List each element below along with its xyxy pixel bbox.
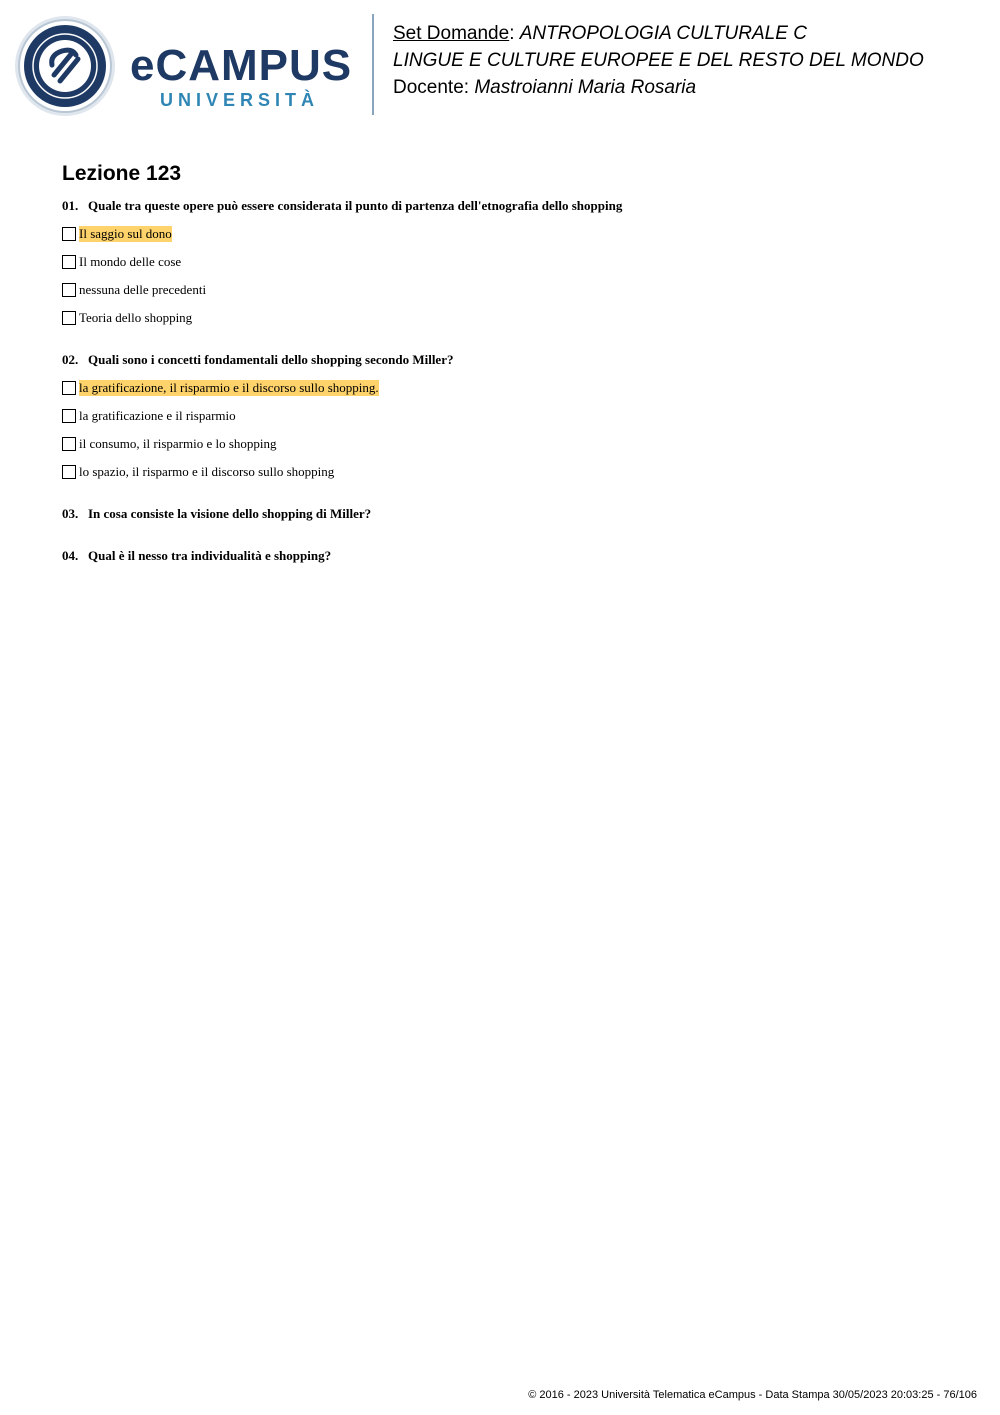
question-text bbox=[62, 198, 962, 214]
question-block bbox=[62, 198, 962, 326]
answer-label: Il mondo delle cose bbox=[79, 254, 182, 269]
question-number: 04. bbox=[62, 548, 79, 563]
question-list bbox=[62, 160, 962, 576]
answer-label: lo spazio, il risparmo e il discorso sullo shopping bbox=[79, 464, 335, 479]
checkbox[interactable] bbox=[62, 311, 76, 325]
question-text bbox=[62, 352, 962, 368]
answer-option[interactable] bbox=[62, 464, 962, 480]
question-body: Qual è il nesso tra individualità e shopping? bbox=[88, 548, 332, 563]
question-number: 02. bbox=[62, 352, 79, 367]
answer-option[interactable] bbox=[62, 282, 962, 298]
question-body: Quali sono i concetti fondamentali dello shopping secondo Miller? bbox=[88, 352, 454, 367]
course-name: LINGUE E CULTURE EUROPEE E DEL RESTO DEL MONDO bbox=[393, 50, 924, 71]
checkbox[interactable] bbox=[62, 227, 76, 241]
checkbox[interactable] bbox=[62, 255, 76, 269]
question-number: 01. bbox=[62, 198, 79, 213]
checkbox[interactable] bbox=[62, 381, 76, 395]
university-seal-logo bbox=[14, 15, 116, 117]
header-info bbox=[393, 20, 924, 101]
answer-label: il consumo, il risparmio e lo shopping bbox=[79, 436, 277, 451]
question-block bbox=[62, 548, 962, 564]
header-divider bbox=[372, 14, 374, 115]
answer-label: la gratificazione, il risparmio e il discorso sullo shopping. bbox=[79, 380, 379, 395]
answer-option[interactable] bbox=[62, 254, 962, 270]
question-body: In cosa consiste la visione dello shopping di Miller? bbox=[88, 506, 372, 521]
answer-label: nessuna delle precedenti bbox=[79, 282, 207, 297]
ecampus-wordmark bbox=[130, 41, 360, 114]
page-footer: © 2016 - 2023 Università Telematica eCampus - Data Stampa 30/05/2023 20:03:25 - 76/106 bbox=[528, 1389, 977, 1401]
answer-label: Teoria dello shopping bbox=[79, 310, 193, 325]
lesson-title: Lezione 123 bbox=[62, 162, 182, 185]
checkbox[interactable] bbox=[62, 409, 76, 423]
answer-label: Il saggio sul dono bbox=[79, 226, 172, 241]
checkbox[interactable] bbox=[62, 465, 76, 479]
teacher-label: Docente bbox=[393, 77, 464, 98]
question-body: Quale tra queste opere può essere considerata il punto di partenza dell'etnografia dello shopping bbox=[88, 198, 623, 213]
brand-name: eCAMPUS bbox=[130, 41, 353, 90]
set-line: Set Domande: ANTROPOLOGIA CULTURALE C bbox=[393, 23, 807, 44]
answer-option[interactable] bbox=[62, 436, 962, 452]
question-text bbox=[62, 506, 962, 522]
answer-option[interactable] bbox=[62, 408, 962, 424]
question-text bbox=[62, 548, 962, 564]
question-block bbox=[62, 506, 962, 522]
set-label: Set Domande bbox=[393, 23, 510, 44]
checkbox[interactable] bbox=[62, 283, 76, 297]
page-header bbox=[0, 0, 1000, 130]
answer-option[interactable] bbox=[62, 310, 962, 326]
teacher-name: Mastroianni Maria Rosaria bbox=[474, 77, 697, 98]
question-block bbox=[62, 352, 962, 480]
teacher-line: Docente: Mastroianni Maria Rosaria bbox=[393, 77, 697, 98]
checkbox[interactable] bbox=[62, 437, 76, 451]
brand-subtitle: UNIVERSITÀ bbox=[160, 90, 320, 110]
answer-option[interactable] bbox=[62, 226, 962, 242]
answer-option[interactable] bbox=[62, 380, 962, 396]
answer-label: la gratificazione e il risparmio bbox=[79, 408, 236, 423]
question-number: 03. bbox=[62, 506, 79, 521]
set-value: ANTROPOLOGIA CULTURALE C bbox=[519, 23, 807, 44]
